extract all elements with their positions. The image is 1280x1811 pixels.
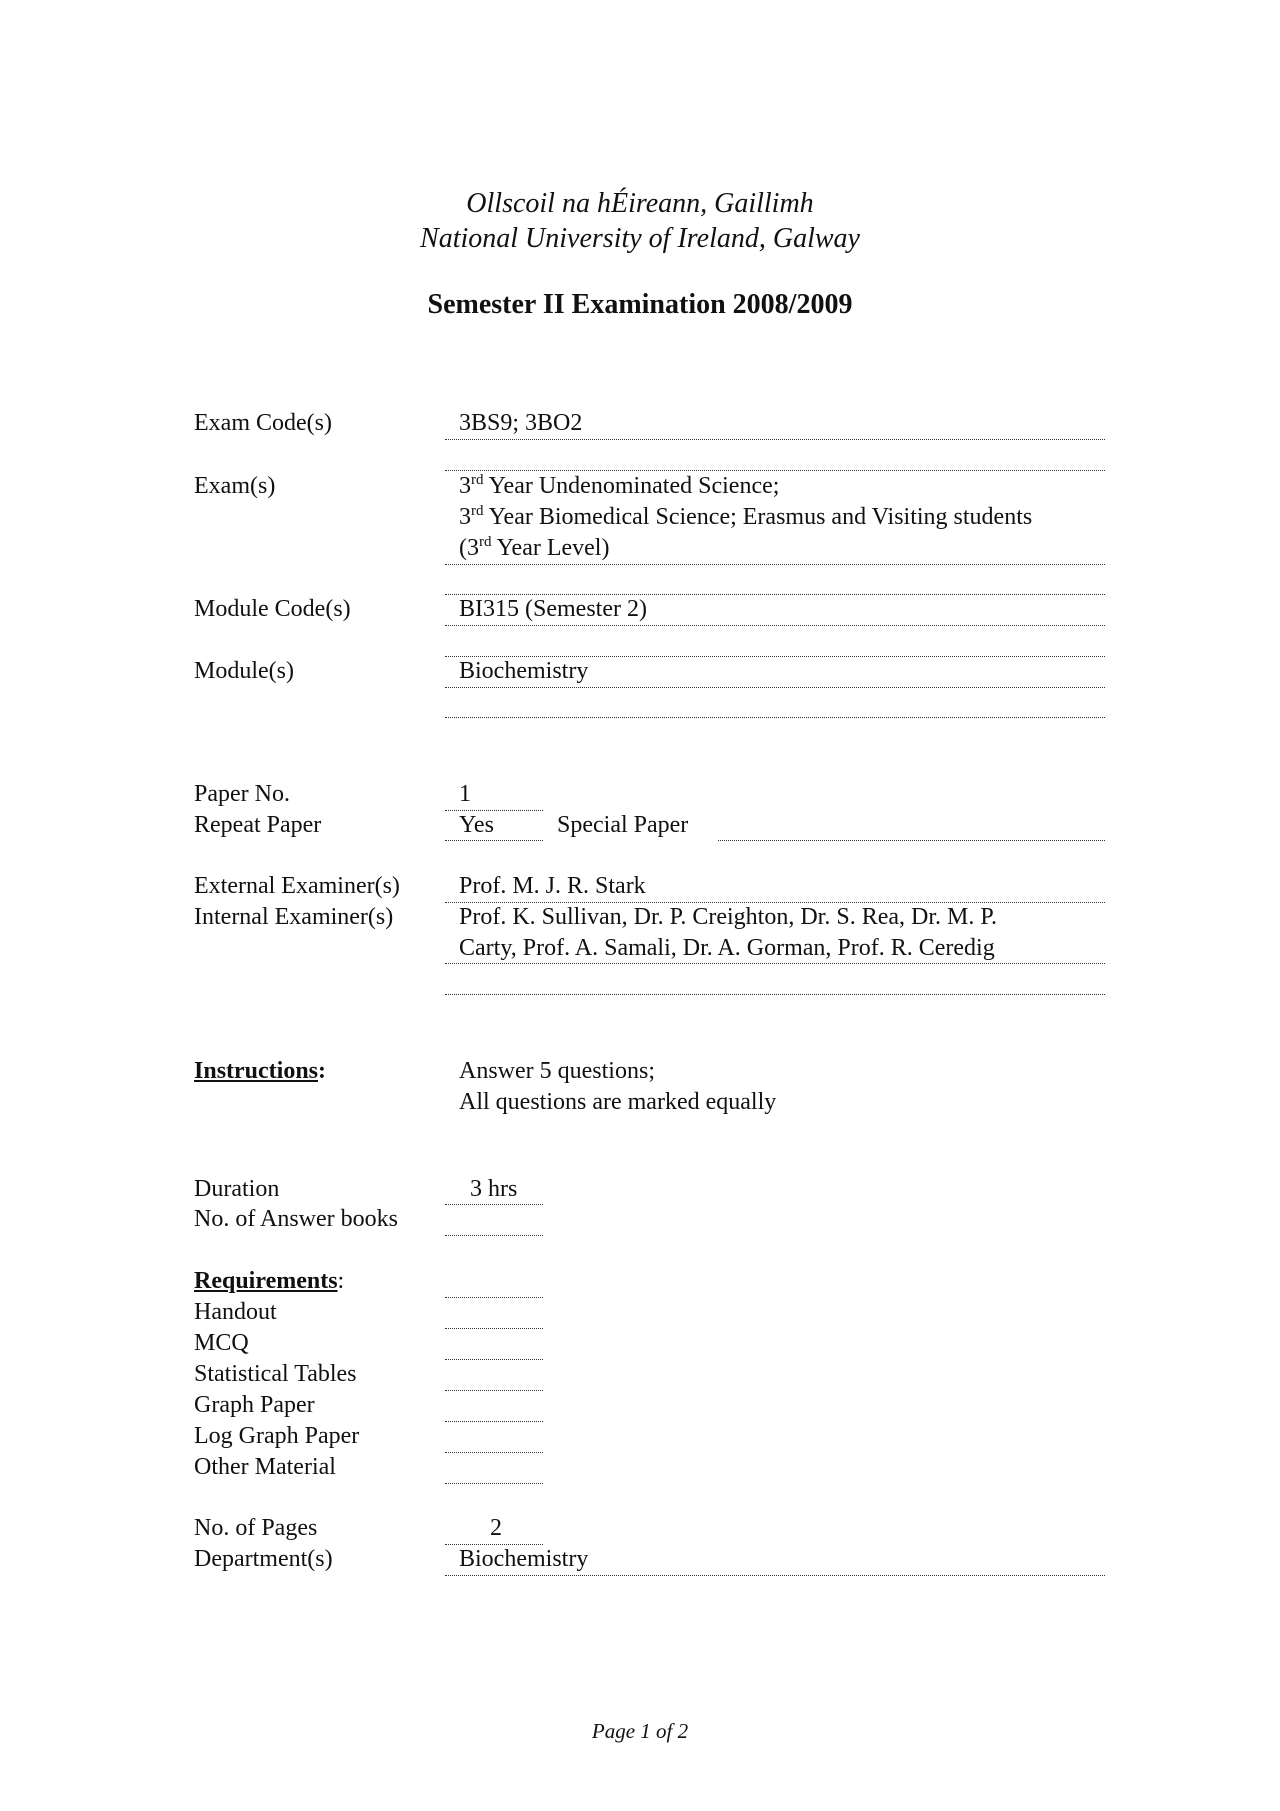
instructions-line-2: All questions are marked equally bbox=[459, 1089, 777, 1115]
requirement-log-graph-paper-rule bbox=[445, 1452, 543, 1453]
exam-title: Semester II Examination 2008/2009 bbox=[427, 289, 853, 320]
internal-examiners-label: Internal Examiner(s) bbox=[194, 904, 394, 930]
repeat-paper-rule bbox=[445, 840, 543, 841]
requirement-graph-paper-rule bbox=[445, 1421, 543, 1422]
requirement-mcq-rule bbox=[445, 1359, 543, 1360]
paper-no-label: Paper No. bbox=[194, 781, 290, 807]
repeat-paper-value: Yes bbox=[459, 812, 494, 838]
page-number: Page 1 of 2 bbox=[591, 1719, 689, 1743]
requirement-other-material: Other Material bbox=[194, 1454, 336, 1480]
requirements-label: Requirements: bbox=[194, 1268, 345, 1294]
external-examiners-label: External Examiner(s) bbox=[194, 873, 400, 899]
duration-rule bbox=[445, 1204, 543, 1205]
special-paper-rule bbox=[718, 840, 1105, 841]
requirement-other-material-rule bbox=[445, 1483, 543, 1484]
requirement-log-graph-paper: Log Graph Paper bbox=[194, 1423, 360, 1449]
modules-label: Module(s) bbox=[194, 658, 294, 684]
special-paper-label: Special Paper bbox=[557, 812, 689, 838]
answer-books-rule bbox=[445, 1235, 543, 1236]
requirement-handout: Handout bbox=[194, 1299, 277, 1325]
duration-label: Duration bbox=[194, 1176, 280, 1202]
university-header bbox=[0, 186, 1280, 256]
duration-value: 3 hrs bbox=[470, 1176, 518, 1202]
requirement-mcq: MCQ bbox=[194, 1330, 249, 1356]
departments-rule bbox=[445, 1575, 1105, 1576]
exams-rule bbox=[445, 564, 1105, 565]
university-name-irish: Ollscoil na hÉireann, Gaillimh bbox=[466, 188, 814, 219]
paper-no-value: 1 bbox=[459, 781, 471, 807]
university-name-english: National University of Ireland, Galway bbox=[420, 223, 860, 254]
requirements-rule bbox=[445, 1297, 543, 1298]
instructions-label: Instructions: bbox=[194, 1058, 327, 1084]
answer-books-label: No. of Answer books bbox=[194, 1206, 398, 1232]
instructions-line-1: Answer 5 questions; bbox=[459, 1058, 655, 1084]
requirement-statistical-tables-rule bbox=[445, 1390, 543, 1391]
module-codes-label: Module Code(s) bbox=[194, 596, 351, 622]
module-codes-value: BI315 (Semester 2) bbox=[459, 596, 647, 622]
departments-value: Biochemistry bbox=[459, 1546, 589, 1572]
requirement-handout-rule bbox=[445, 1328, 543, 1329]
external-examiners-value: Prof. M. J. R. Stark bbox=[459, 873, 646, 899]
module-codes-rule bbox=[445, 625, 1105, 626]
exams-line-3: (3rd Year Level) bbox=[459, 534, 610, 561]
exam-codes-rule bbox=[445, 439, 1105, 440]
internal-examiners-line-2: Carty, Prof. A. Samali, Dr. A. Gorman, Prof. R. Ceredig bbox=[459, 935, 995, 961]
exams-line-1: 3rd Year Undenominated Science; bbox=[459, 472, 780, 499]
departments-label: Department(s) bbox=[194, 1546, 333, 1572]
internal-examiners-rule bbox=[445, 963, 1105, 964]
modules-value: Biochemistry bbox=[459, 658, 589, 684]
modules-rule bbox=[445, 687, 1105, 688]
exam-codes-label: Exam Code(s) bbox=[194, 410, 332, 436]
divider-rule bbox=[445, 717, 1105, 718]
exam-codes-value: 3BS9; 3BO2 bbox=[459, 410, 583, 436]
repeat-paper-label: Repeat Paper bbox=[194, 812, 322, 838]
divider-rule bbox=[445, 994, 1105, 995]
pages-label: No. of Pages bbox=[194, 1515, 318, 1541]
pages-value: 2 bbox=[490, 1515, 502, 1541]
internal-examiners-line-1: Prof. K. Sullivan, Dr. P. Creighton, Dr. S. Rea, Dr. M. P. bbox=[459, 904, 998, 930]
requirement-graph-paper: Graph Paper bbox=[194, 1392, 315, 1418]
exams-label: Exam(s) bbox=[194, 473, 276, 499]
exams-line-2: 3rd Year Biomedical Science; Erasmus and Visiting students bbox=[459, 503, 1033, 530]
requirement-statistical-tables: Statistical Tables bbox=[194, 1361, 357, 1387]
